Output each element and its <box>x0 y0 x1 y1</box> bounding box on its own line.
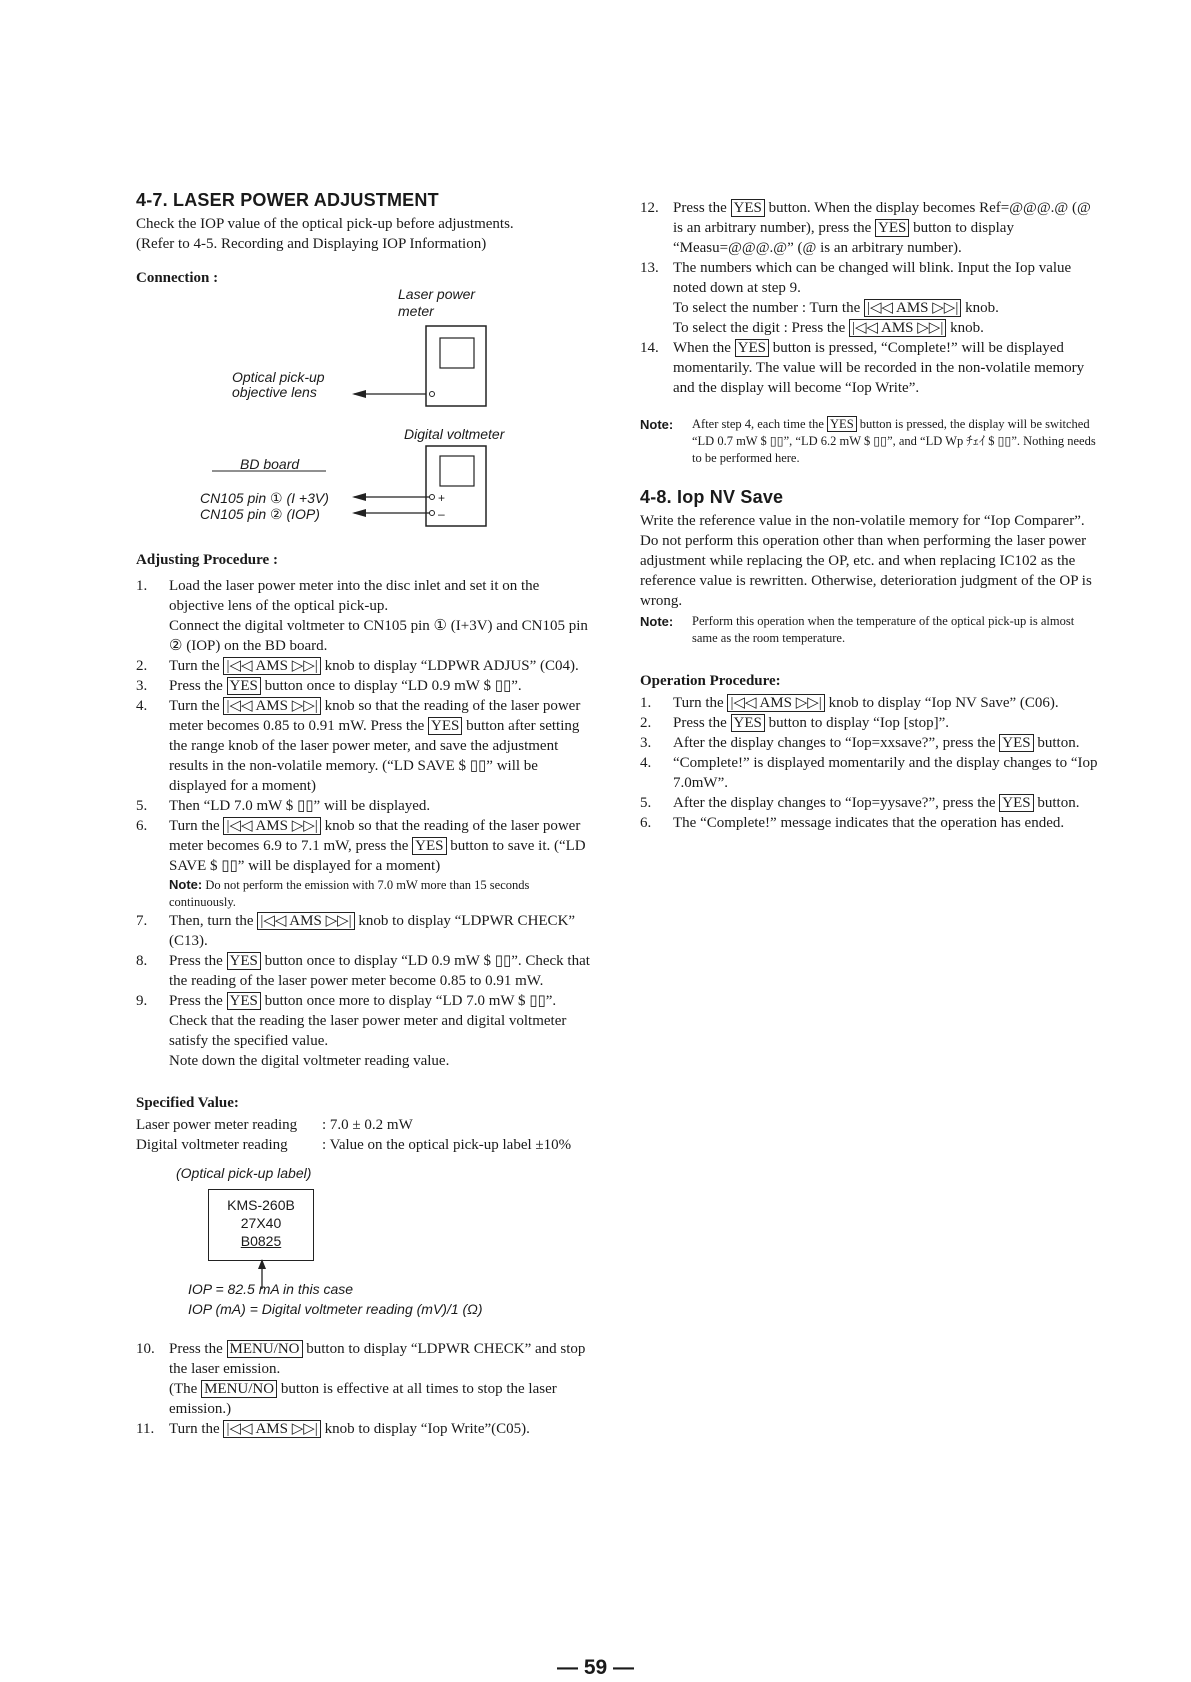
adjust-step-2 <box>136 656 598 676</box>
menu-no-key: MENU/NO <box>201 1380 277 1398</box>
yes-key: YES <box>875 219 909 237</box>
yes-key: YES <box>412 837 446 855</box>
adjust-step-7 <box>136 911 598 951</box>
step-number: 4. <box>640 755 652 771</box>
optical-pickup-lens-label: Optical pick-up objective lens <box>232 369 325 400</box>
step-text: button. When the display becomes Ref=@@@.@ (@ is an arbitrary number), press the <box>673 200 1091 236</box>
step-number: 2. <box>640 715 652 731</box>
step-text: Turn the <box>169 1421 220 1437</box>
step-text: Turn the <box>169 658 220 674</box>
note-label: Note: <box>640 417 674 432</box>
adjust-step-9 <box>136 991 598 1071</box>
step-text: button after setting the range knob of the laser power meter, and save the adjustment results in the non-volatile memory. (“LD SAVE $ ▯▯” will be displayed for a moment) <box>169 718 580 794</box>
adjust-step-11 <box>136 1419 598 1439</box>
voltmeter-minus-label: – <box>438 507 445 521</box>
intro-line-2: (Refer to 4-5. Recording and Displaying IOP Information) <box>136 236 487 252</box>
step-number: 12. <box>640 200 659 216</box>
ams-key: |◁◁ AMS ▷▷| <box>223 1420 320 1438</box>
step-text: To select the number : Turn the <box>673 300 861 316</box>
menu-no-key: MENU/NO <box>227 1340 303 1358</box>
ams-key: |◁◁ AMS ▷▷| <box>864 299 961 317</box>
operation-title: Operation Procedure: <box>640 673 781 689</box>
spec-value: : 7.0 ± 0.2 mW <box>322 1117 413 1133</box>
spec-row-laser <box>136 1115 598 1135</box>
digital-voltmeter-label: Digital voltmeter <box>404 426 505 442</box>
step-text: Press the <box>169 678 223 694</box>
step-number: 8. <box>136 953 148 969</box>
step-number: 6. <box>136 818 148 834</box>
section-heading-4-8: 4-8. Iop NV Save <box>640 487 784 507</box>
connection-title: Connection : <box>136 270 219 286</box>
label-line: KMS-260B <box>227 1197 295 1213</box>
label-line: B0825 <box>240 1233 282 1249</box>
step-text: Turn the <box>169 818 220 834</box>
step-number: 1. <box>640 695 652 711</box>
adjust-step-3 <box>136 676 598 696</box>
adjust-step-10 <box>136 1339 598 1419</box>
iop-formula: IOP (mA) = Digital voltmeter reading (mV)/1 (Ω) <box>188 1301 483 1317</box>
step-number: 5. <box>136 798 148 814</box>
page-number: — 59 — <box>556 1656 635 1679</box>
note-text: button is pressed, the display will be switched “LD 0.7 mW $ ▯▯”, “LD 6.2 mW $ ▯▯”, and “LD Wp ﾁｪｲ $ ▯▯”. Nothing needs to be performed here. <box>692 417 1096 465</box>
note-label: Note: <box>169 877 203 892</box>
step-number: 3. <box>136 678 148 694</box>
step-text: To select the digit : Press the <box>673 320 846 336</box>
iop-example: IOP = 82.5 mA in this case <box>188 1281 354 1297</box>
yes-key: YES <box>731 199 765 217</box>
ams-key: |◁◁ AMS ▷▷| <box>223 657 320 675</box>
step-text: Note down the digital voltmeter reading value. <box>169 1053 450 1069</box>
adjust-step-5 <box>136 796 598 816</box>
step-text: Then “LD 7.0 mW $ ▯▯” will be displayed. <box>169 798 431 814</box>
left-column <box>136 190 598 1439</box>
yes-key: YES <box>227 992 261 1010</box>
ams-key: |◁◁ AMS ▷▷| <box>849 319 946 337</box>
iop-nv-save-paragraph: Write the reference value in the non-volatile memory for “Iop Comparer”. Do not perform this operation other than when performing the laser power adjustment while replacing the OP, etc. and when replacing IC102 as the reference value is rewritten. Otherwise, deterioration judgment of the OP is wrong. <box>640 513 1092 609</box>
intro-line-1: Check the IOP value of the optical pick-up before adjustments. <box>136 216 514 232</box>
step-number: 2. <box>136 658 148 674</box>
cn105-pin1-label: CN105 pin ① (I +3V) <box>200 490 329 506</box>
step-text: knob so that the reading of the laser power meter becomes 0.85 to 0.91 mW. Press the <box>169 698 581 734</box>
adjust-step-14 <box>640 338 1100 398</box>
yes-key: YES <box>731 714 765 732</box>
step-text: Turn the <box>673 695 724 711</box>
yes-key: YES <box>227 677 261 695</box>
step-text: knob to display “Iop NV Save” (C06). <box>828 695 1059 711</box>
op-step-5 <box>640 793 1100 813</box>
yes-key: YES <box>999 794 1033 812</box>
laser-power-meter-label: Laser power meter <box>398 286 476 319</box>
step-text: button. <box>1037 795 1080 811</box>
op-step-3 <box>640 733 1100 753</box>
spec-row-voltmeter <box>136 1135 598 1155</box>
yes-key: YES <box>735 339 769 357</box>
specified-title: Specified Value: <box>136 1095 239 1111</box>
adjust-step-1 <box>136 576 598 656</box>
step-text: button to display “LDPWR CHECK” and stop the laser emission. <box>169 1341 586 1377</box>
spec-label: Laser power meter reading <box>136 1117 298 1133</box>
step-text: When the <box>673 340 731 356</box>
step-text: Then, turn the <box>169 913 254 929</box>
step-number: 10. <box>136 1341 155 1357</box>
op-step-4 <box>640 753 1100 793</box>
pickup-label-caption: (Optical pick-up label) <box>176 1165 312 1181</box>
step-text: button once more to display “LD 7.0 mW $ ▯▯”. Check that the reading the laser power meter and digital voltmeter satisfy the specified value. <box>169 993 567 1049</box>
step-text: “Complete!” is displayed momentarily and the display changes to “Iop 7.0mW”. <box>673 755 1098 791</box>
note-text: After step 4, each time the <box>692 417 824 431</box>
step-text: knob. <box>950 320 984 336</box>
adjust-step-8 <box>136 951 598 991</box>
section-heading-4-7: 4-7. LASER POWER ADJUSTMENT <box>136 190 439 210</box>
ams-key: |◁◁ AMS ▷▷| <box>257 912 354 930</box>
step-text: button to display “Measu=@@@.@” (@ is an arbitrary number). <box>673 220 1014 256</box>
step-text: Press the <box>673 715 727 731</box>
step-number: 9. <box>136 993 148 1009</box>
adjust-step-6 <box>136 816 598 911</box>
note-text: Perform this operation when the temperature of the optical pick-up is almost same as the room temperature. <box>692 614 1075 645</box>
note-label: Note: <box>640 614 674 629</box>
step-text: button to display “Iop [stop]”. <box>768 715 949 731</box>
op-step-6 <box>640 813 1100 833</box>
adjusting-title: Adjusting Procedure : <box>136 552 278 568</box>
step-text: button once to display “LD 0.9 mW $ ▯▯”. Check that the reading of the laser power meter become 0.85 to 0.91 mW. <box>169 953 590 989</box>
step-text: Press the <box>169 993 223 1009</box>
step-text: Press the <box>673 200 727 216</box>
yes-key: YES <box>827 416 857 432</box>
step-number: 7. <box>136 913 148 929</box>
step-text: button once to display “LD 0.9 mW $ ▯▯”. <box>264 678 522 694</box>
step-text: Turn the <box>169 698 220 714</box>
step-text: knob to display “LDPWR CHECK” (C13). <box>169 913 576 949</box>
adjust-step-12 <box>640 198 1100 258</box>
step-text: The “Complete!” message indicates that the operation has ended. <box>673 815 1065 831</box>
step-text: The numbers which can be changed will blink. Input the Iop value noted down at step 9. <box>673 260 1072 296</box>
step-text: knob to display “Iop Write”(C05). <box>324 1421 530 1437</box>
connection-diagram <box>136 286 598 542</box>
step-text: (The <box>169 1381 198 1397</box>
pickup-label-figure <box>176 1163 598 1319</box>
spec-value: : Value on the optical pick-up label ±10% <box>322 1137 572 1153</box>
step-text: button to save it. (“LD SAVE $ ▯▯” will be displayed for a moment) <box>169 838 586 874</box>
voltmeter-plus-label: + <box>438 491 446 505</box>
bd-board-label: BD board <box>240 456 300 472</box>
ams-key: |◁◁ AMS ▷▷| <box>223 697 320 715</box>
ams-key: |◁◁ AMS ▷▷| <box>223 817 320 835</box>
cn105-pin2-label: CN105 pin ② (IOP) <box>200 506 320 522</box>
yes-key: YES <box>999 734 1033 752</box>
right-column <box>640 198 1100 833</box>
step-number: 5. <box>640 795 652 811</box>
step-text: button is pressed, “Complete!” will be displayed momentarily. The value will be recorded in the non-volatile memory and the display will become “Iop Write”. <box>673 340 1085 396</box>
pickup-label-box <box>208 1189 314 1261</box>
note-temperature <box>640 613 1100 647</box>
step-text: After the display changes to “Iop=yysave?”, press the <box>673 795 996 811</box>
step-text: Press the <box>169 1341 223 1357</box>
step-number: 11. <box>136 1421 155 1437</box>
step-number: 14. <box>640 340 659 356</box>
step-text: Connect the digital voltmeter to CN105 pin ① (I+3V) and CN105 pin ② (IOP) on the BD board. <box>169 618 588 654</box>
step-number: 4. <box>136 698 148 714</box>
op-step-2 <box>640 713 1100 733</box>
step-number: 1. <box>136 578 148 594</box>
step-text: knob to display “LDPWR ADJUS” (C04). <box>324 658 579 674</box>
label-line: 27X40 <box>240 1215 282 1231</box>
step-6-note <box>169 876 598 911</box>
spec-label: Digital voltmeter reading <box>136 1137 288 1153</box>
label-arrow <box>252 1259 272 1289</box>
step-text: knob. <box>965 300 999 316</box>
step-text: button. <box>1037 735 1080 751</box>
step-text: button is effective at all times to stop the laser emission.) <box>169 1381 557 1417</box>
note-text: Do not perform the emission with 7.0 mW more than 15 seconds continuously. <box>169 878 530 909</box>
step-number: 3. <box>640 735 652 751</box>
step-text: After the display changes to “Iop=xxsave?”, press the <box>673 735 996 751</box>
step-text: knob so that the reading of the laser power meter becomes 6.9 to 7.1 mW, press the <box>169 818 581 854</box>
step-text: Load the laser power meter into the disc inlet and set it on the objective lens of the optical pick-up. <box>169 578 540 614</box>
note-after-step-4 <box>640 416 1100 467</box>
yes-key: YES <box>227 952 261 970</box>
adjust-step-4 <box>136 696 598 796</box>
ams-key: |◁◁ AMS ▷▷| <box>727 694 824 712</box>
yes-key: YES <box>428 717 462 735</box>
op-step-1 <box>640 693 1100 713</box>
adjust-step-13 <box>640 258 1100 338</box>
step-number: 6. <box>640 815 652 831</box>
step-number: 13. <box>640 260 659 276</box>
step-text: Press the <box>169 953 223 969</box>
